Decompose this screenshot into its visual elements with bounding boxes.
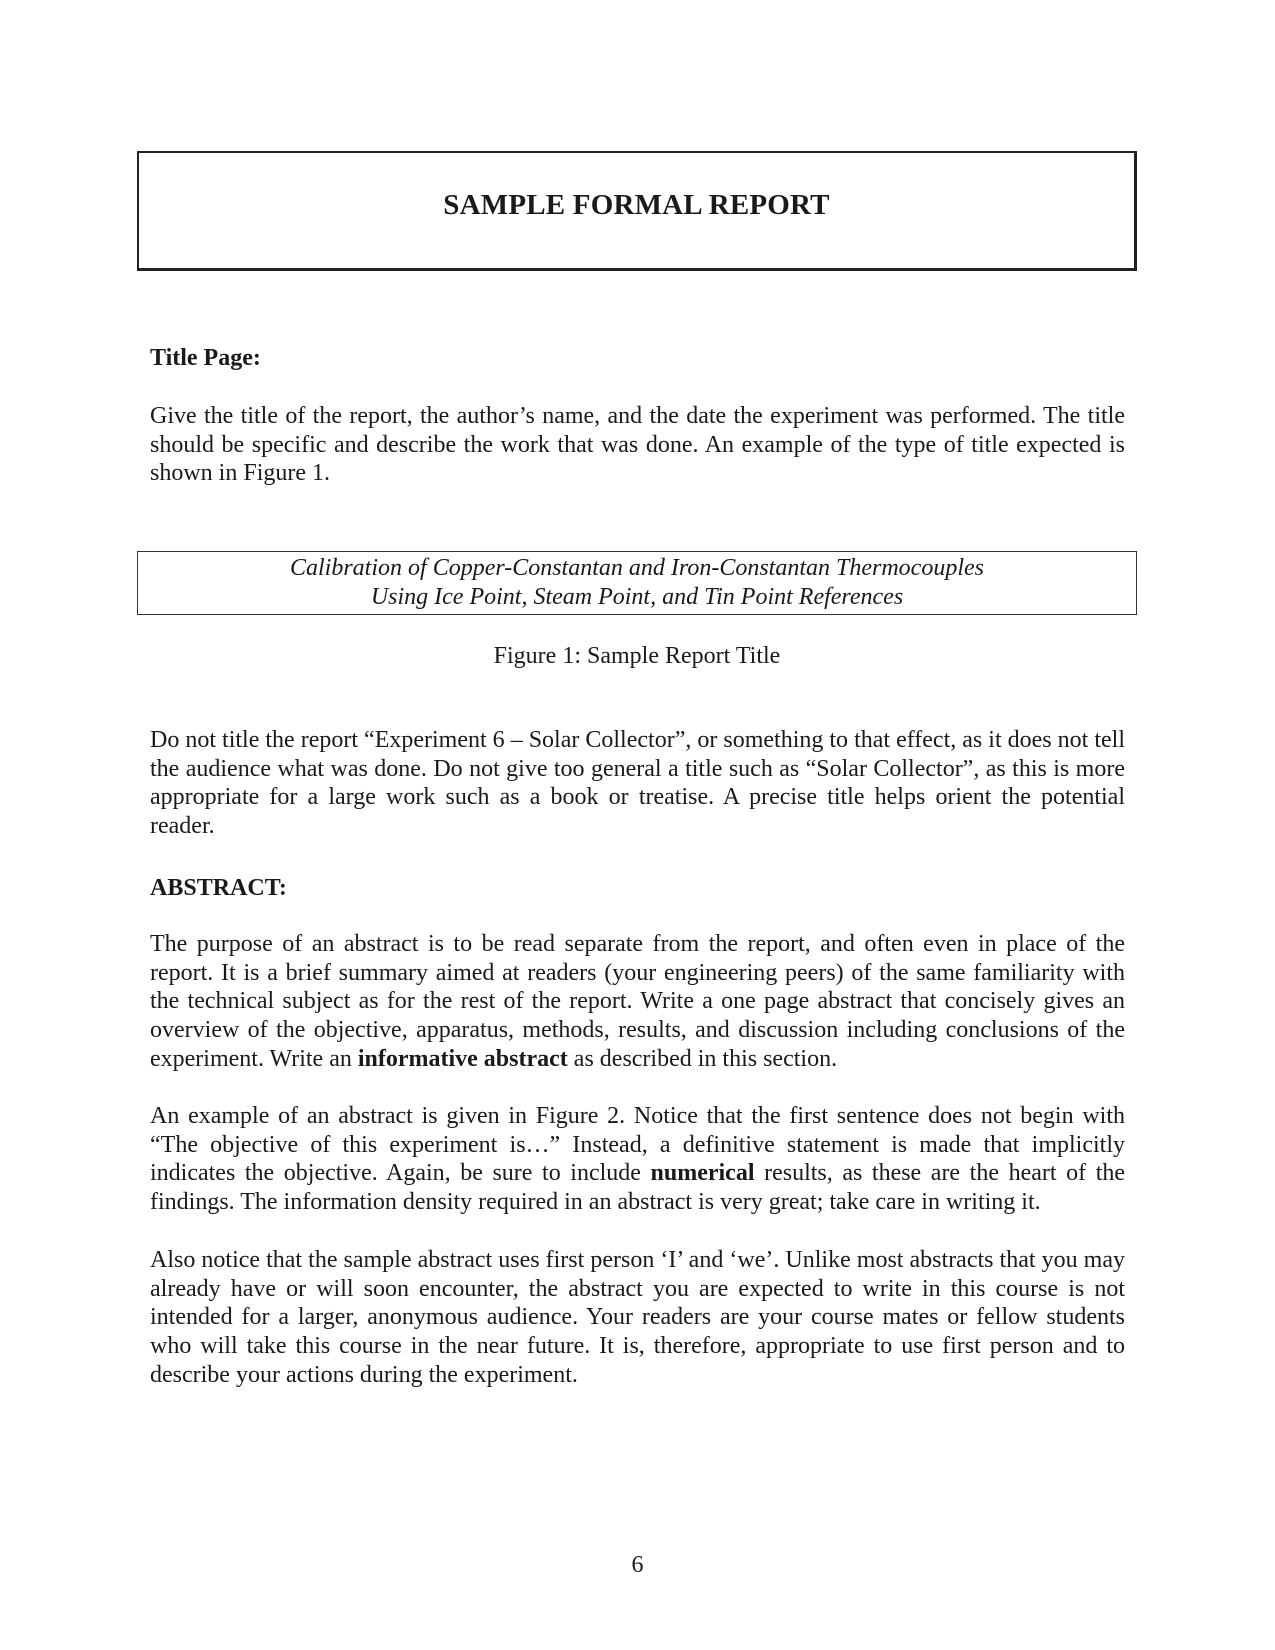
title-page-paragraph: Give the title of the report, the author’s name, and the date the experiment was performed. The title should be specific and describe the work that was done. An example of the type of title expected is shown in Figure 1. — [150, 403, 1125, 487]
title-page-heading: Title Page: — [150, 345, 261, 371]
title-advice-paragraph: Do not title the report “Experiment 6 – Solar Collector”, or something to that effect, as it does not tell the audience what was done. Do not give too general a title such as “Solar Collector”, as this is more appropriate for a large work such as a book or treatise. A precise title helps orient the potential reader. — [150, 727, 1125, 840]
abstract-p2-text: An example of an abstract is given in Figure 2. Notice that the first sentence does not begin with “The objective of this experiment is…” Instead, a definitive statement is made that implicitly indicates the objective. Again, be sure to include — [150, 1103, 1125, 1187]
abstract-paragraph-1 — [150, 930, 1125, 1074]
abstract-heading: ABSTRACT: — [150, 875, 287, 901]
abstract-paragraph-3: Also notice that the sample abstract uses first person ‘I’ and ‘we’. Unlike most abstracts that you may already have or will soon encounter, the abstract you are expected to write in this course is not intended for a larger, anonymous audience. Your readers are your course mates or fellow students who will take this course in the near future. It is, therefore, appropriate to use first person and to describe your actions during the experiment. — [150, 1247, 1125, 1388]
figure-1-title-line-1: Calibration of Copper-Constantan and Iron-Constantan Thermocouples — [290, 555, 984, 581]
abstract-p1-text: The purpose of an abstract is to be read separate from the report, and often even in place of the report. It is a brief summary aimed at readers (your engineering peers) of the same familiarity with the technical subject as for the rest of the report. Write a one page abstract that concisely gives an overview of the objective, apparatus, methods, results, and discussion including conclusions of the experiment. Write an — [150, 931, 1125, 1072]
figure-1-box — [137, 551, 1137, 615]
figure-1-caption: Figure 1: Sample Report Title — [493, 643, 781, 669]
figure-1-title-line-2: Using Ice Point, Steam Point, and Tin Point References — [370, 584, 904, 610]
page-number: 6 — [631, 1552, 644, 1578]
abstract-p1-bold: informative abstract — [357, 1045, 568, 1072]
abstract-p2-bold: numerical — [650, 1160, 755, 1187]
abstract-p1-text-end: as described in this section. — [567, 1045, 838, 1072]
abstract-p2-text-end: results, as these are the heart of the findings. The information density required in an abstract is very great; take care in writing it. — [150, 1160, 1126, 1216]
abstract-paragraph-2 — [150, 1102, 1125, 1217]
title-box — [137, 151, 1137, 271]
report-title: SAMPLE FORMAL REPORT — [443, 189, 830, 221]
